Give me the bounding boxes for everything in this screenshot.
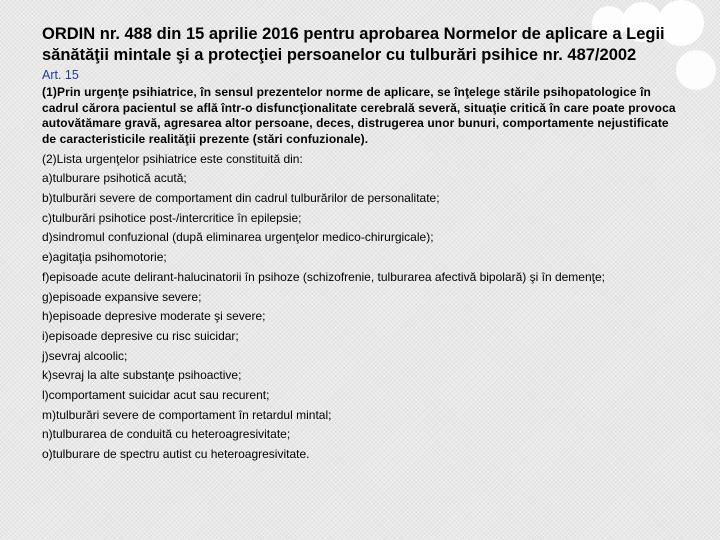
list-item: d)sindromul confuzional (după eliminarea urgenţelor medico-chirurgicale); (42, 230, 434, 245)
list-item: a)tulburare psihotică acută; (42, 171, 187, 186)
list-item: (2)Lista urgenţelor psihiatrice este constituită din: (42, 151, 303, 166)
paragraph-1: (1)Prin urgenţe psihiatrice, în sensul prezentelor norme de aplicare, se înţelege stările psihopatologice în cadrul cărora pacientul se află într-o disfuncţionalitate cerebrală severă, situaţie critică în care poate provoca autovătămare gravă, agresarea altor persoane, deces, distrugerea unor bunuri, comportamente nejustificate de caracteristicile realităţii prezente (stări confuzionale). (42, 85, 676, 146)
slide-content (42, 24, 682, 462)
list-item: f)episoade acute delirant-halucinatorii în psihoze (schizofrenie, tulburarea afectivă bipolară) şi în demenţe; (42, 269, 605, 284)
list-item: l)comportament suicidar acut sau recurent; (42, 387, 270, 402)
list-item: g)episoade expansive severe; (42, 289, 202, 304)
list-item: k)sevraj la alte substanţe psihoactive; (42, 368, 242, 383)
article-heading: Art. 15 (42, 68, 79, 82)
list-item: e)agitaţia psihomotorie; (42, 250, 167, 265)
list-item: o)tulburare de spectru autist cu heteroagresivitate. (42, 447, 310, 461)
list-item: b)tulburări severe de comportament din cadrul tulburărilor de personalitate; (42, 191, 440, 206)
page-title: ORDIN nr. 488 din 15 aprilie 2016 pentru aprobarea Normelor de aplicare a Legii sănătăţii mintale şi a protecţiei persoanelor cu tulburări psihice nr. 487/2002 (42, 25, 665, 64)
list-item: n)tulburarea de conduită cu heteroagresivitate; (42, 427, 291, 442)
list-item: h)episoade depresive moderate şi severe; (42, 309, 266, 324)
list-item: c)tulburări psihotice post-/intercritice în epilepsie; (42, 210, 302, 225)
list-item: j)sevraj alcoolic; (42, 348, 128, 363)
list-item: i)episoade depresive cu risc suicidar; (42, 328, 239, 343)
list-item: m)tulburări severe de comportament în retardul mintal; (42, 407, 332, 422)
decorative-circle (676, 50, 716, 90)
